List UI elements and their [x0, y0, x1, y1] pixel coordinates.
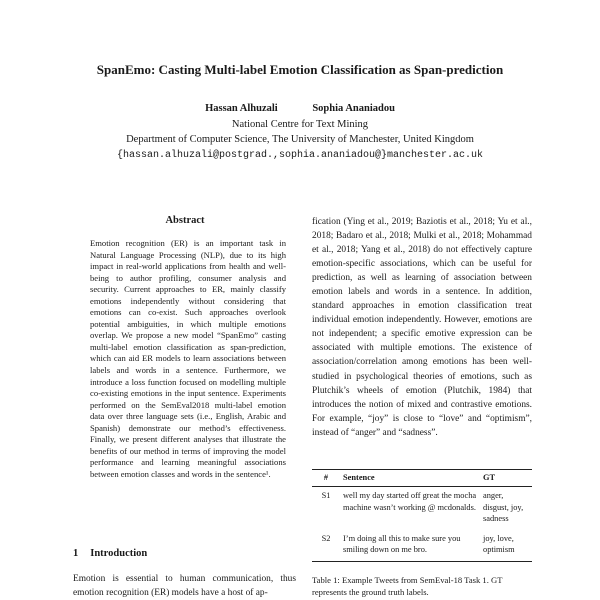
affiliation-centre: National Centre for Text Mining: [231, 119, 369, 130]
row-sentence: well my day started off great the mocha machine wasn’t working @ mcdonalds.: [343, 491, 477, 512]
author-name: Sophia Ananiadou: [312, 103, 395, 114]
abstract-heading: Abstract: [165, 215, 205, 226]
table-row: [312, 530, 532, 562]
row-gt: anger, disgust, joy, sadness: [483, 491, 524, 523]
table-row: [312, 487, 532, 530]
row-sentence: I’m doing all this to make sure you smiling down on me bro.: [340, 530, 480, 562]
affiliation-department: Department of Computer Science, The University of Manchester, United Kingdom: [126, 134, 474, 145]
abstract-text: Emotion recognition (ER) is an important task in Natural Language Processing (NLP), due to its high impact in real-world applications from health and well-being to author profiling, consumer analysis and security. Current approaches to ER, mainly classify emotions independently without considering that emotions can co-exist. Such approaches overlook potential ambiguities, in which multiple emotions overlap. We propose a new model “SpanEmo” casting multi-label emotion classification as span-prediction, which can aid ER models to learn associations between labels and words in a sentence. Furthermore, we introduce a loss function focused on modelling multiple co-existing emotions in the input sentence. Experiments performed on the SemEval2018 multi-label emotion data over three language sets (i.e., English, Arabic and Spanish) demonstrate our method’s effectiveness. Finally, we present different analyses that illustrate the benefits of our method in terms of improving the model performance and learning meaningful associations between emotion classes and words in the sentence¹.: [90, 238, 286, 479]
table-header-row: [312, 470, 532, 487]
author-email: {hassan.alhuzali@postgrad.,sophia.ananiadou@}manchester.ac.uk: [116, 150, 484, 161]
paper-title: SpanEmo: Casting Multi-label Emotion Classification as Span-prediction: [96, 62, 504, 77]
introduction-text: Emotion is essential to human communication, thus emotion recognition (ER) models have a host of ap-: [73, 574, 296, 598]
row-id: S1: [321, 491, 331, 500]
column-header-gt: GT: [480, 470, 532, 487]
body-paragraph: fication (Ying et al., 2019; Baziotis et al., 2018; Yu et al., 2018; Badaro et al., 2018; Mulki et al., 2018; Mohammad et al., 2018; Yang et al., 2018) do not effectively capture emotion-specific associations, which can be useful for prediction, as well as learning of association between emotion labels and words in a sentence. In addition, standard approaches in emotion classification treat individual emotion independently. However, emotions are not independent; a specific emotive expression can be associated with multiple emotions. The existence of association/correlation among emotions has been well-studied in psychological theories of emotions, such as Plutchik’s wheels of emotion (Plutchik, 1984) that introduces the notion of mixed and contrastive emotions. For example, “joy” is close to “love” and “optimism”, instead of “anger” and “sadness”.: [312, 217, 532, 438]
section-number: 1: [73, 548, 79, 559]
column-header-id: #: [312, 470, 340, 487]
column-header-sentence: Sentence: [340, 470, 480, 487]
section-heading-introduction: [73, 548, 147, 559]
row-id: S2: [312, 530, 340, 562]
example-tweets-table: [312, 469, 532, 562]
row-gt: joy, love, optimism: [480, 530, 532, 562]
table-caption: Table 1: Example Tweets from SemEval-18 Task 1. GT represents the ground truth labels.: [312, 575, 503, 597]
section-title: Introduction: [90, 548, 148, 559]
author-name: Hassan Alhuzali: [205, 103, 278, 114]
author-list: [0, 103, 600, 114]
